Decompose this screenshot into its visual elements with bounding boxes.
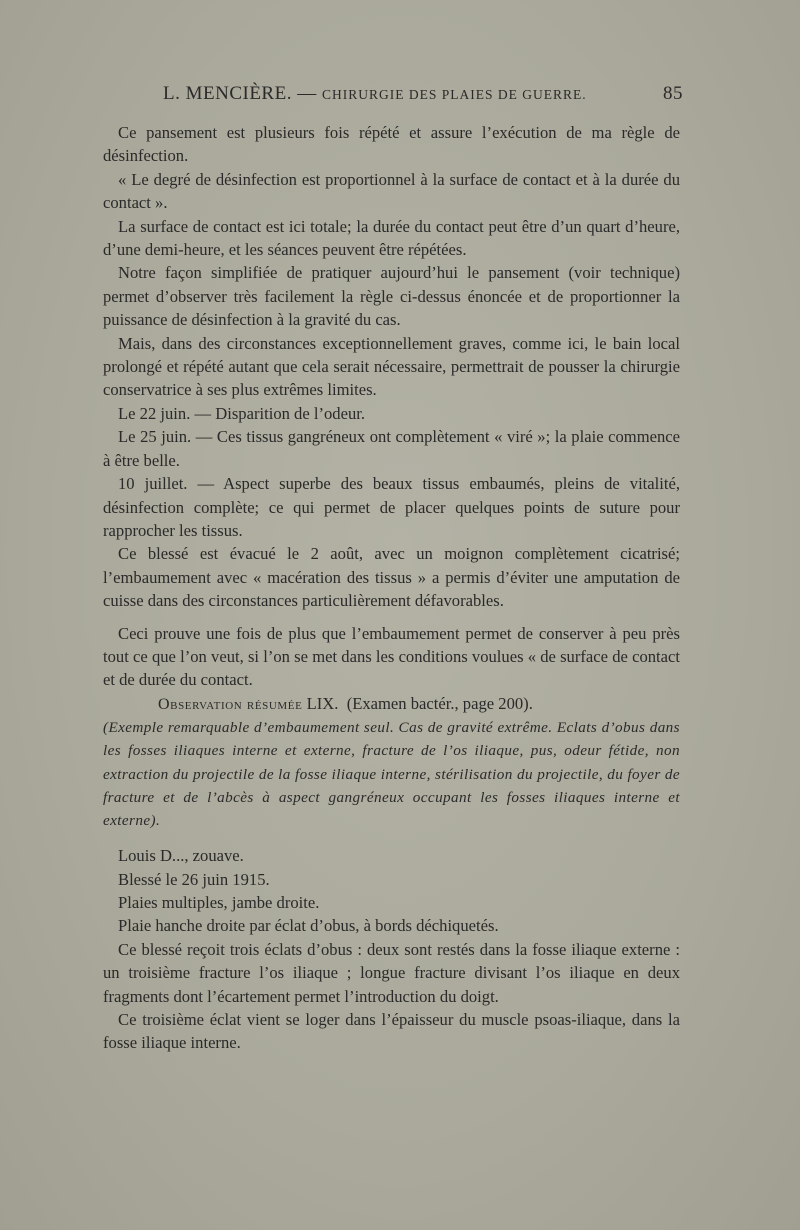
paragraph: Le 25 juin. — Ces tissus gangréneux ont complètement « viré »; la plaie commence à être belle.	[103, 427, 680, 470]
paragraph: Ce pansement est plusieurs fois répété et assure l’exécution de ma règle de désinfection.	[103, 123, 680, 166]
paragraph: « Le degré de désinfection est proportionnel à la surface de contact et à la durée du contact ».	[103, 169, 680, 213]
observation-reference: (Examen bactér., page 200).	[346, 693, 533, 713]
observation-heading	[103, 692, 680, 716]
case-line: Ce blessé reçoit trois éclats d’obus : deux sont restés dans la fosse iliaque externe : un troisième fracture l’os iliaque ; longue fracture divisant l’os iliaque en deux fragments dont l’écartement permet l’introduction du doigt.	[103, 939, 680, 1006]
running-header	[163, 83, 683, 107]
observation-label: Observation résumée	[158, 695, 303, 713]
paragraph: 10 juillet. — Aspect superbe des beaux tissus embaumés, pleins de vitalité, désinfection complète; ce qui permet de placer quelques points de suture pour rapprocher les tissus.	[103, 474, 680, 540]
case-line: Plaies multiples, jambe droite.	[118, 892, 320, 912]
body-text	[103, 121, 680, 1055]
paragraph: Ce blessé est évacué le 2 août, avec un moignon complètement cicatrisé; l’embaumement avec « macération des tissus » a permis d’éviter une amputation de cuisse dans des circonstances particulièrement défavorables.	[103, 544, 680, 611]
case-line: Plaie hanche droite par éclat d’obus, à bords déchiquetés.	[118, 916, 499, 936]
case-report	[103, 844, 680, 1055]
header-dash: —	[297, 83, 317, 104]
paragraph: Le 22 juin. — Disparition de l’odeur.	[118, 403, 366, 423]
observation-number: LIX.	[306, 693, 339, 713]
header-title: CHIRURGIE DES PLAIES DE GUERRE.	[321, 87, 587, 102]
page-number: 85	[663, 83, 683, 104]
case-line: Ce troisième éclat vient se loger dans l’épaisseur du muscle psoas-iliaque, dans la fosse iliaque interne.	[103, 1010, 680, 1053]
paragraph: La surface de contact est ici totale; la durée du contact peut être d’un quart d’heure, d’une demi-heure, et les séances peuvent être répétées.	[103, 216, 680, 260]
paragraph: Ceci prouve une fois de plus que l’embaumement permet de conserver à peu près tout ce que l’on veut, si l’on se met dans les conditions voulues « de surface de contact et de durée du contact.	[103, 623, 680, 690]
header-author: L. MENCIÈRE.	[163, 83, 292, 104]
paragraph: Notre façon simplifiée de pratiquer aujourd’hui le pansement (voir technique) permet d’observer très facilement la règle ci-dessus énoncée et de proportionner la puissance de désinfection à la gravité du cas.	[103, 263, 680, 330]
case-line: Blessé le 26 juin 1915.	[118, 869, 270, 889]
paragraph: Mais, dans des circonstances exceptionnellement graves, comme ici, le bain local prolongé et répété autant que cela serait nécessaire, permettrait de pousser la chirurgie conservatrice à ses plus extrêmes limites.	[103, 333, 680, 400]
observation-abstract: (Exemple remarquable d’embaumement seul. Cas de gravité extrême. Eclats d’obus dans les fosses iliaques interne et externe, fracture de l’os iliaque, pus, odeur fétide, non extraction du projectile de la fosse iliaque interne, stérilisation du projectile, du foyer de fracture et de l’abcès à aspect gangréneux occupant les fosses iliaques interne et externe).	[103, 719, 680, 829]
case-line: Louis D..., zouave.	[118, 846, 244, 866]
